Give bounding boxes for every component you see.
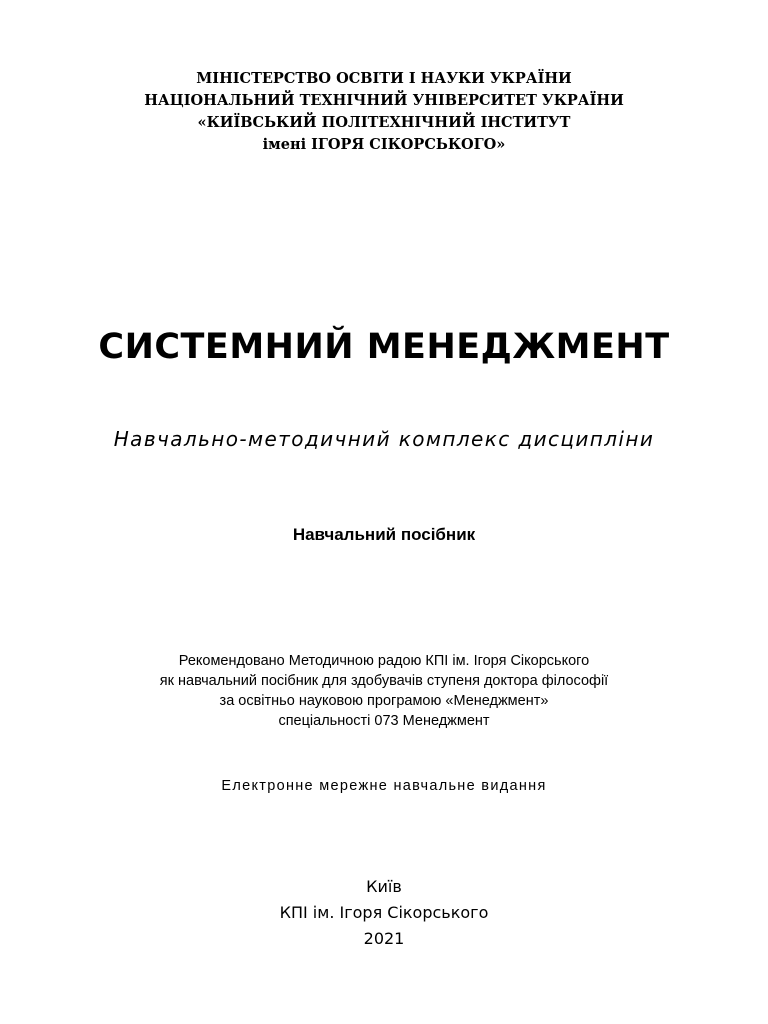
imprint-year: 2021 — [363, 929, 405, 948]
header-line-institute: «КИЇВСЬКИЙ ПОЛІТЕХНІЧНИЙ ІНСТИТУТ — [197, 114, 571, 131]
recommendation-line: як навчальний посібник для здобувачів ступеня доктора філософії — [159, 673, 609, 689]
institution-header — [0, 68, 768, 156]
header-line-ministry: МІНІСТЕРСТВО ОСВІТИ І НАУКИ УКРАЇНИ — [196, 70, 572, 87]
recommendation-line: за освітньо науковою програмою «Менеджмент» — [219, 693, 549, 709]
document-type: Навчальний посібник — [292, 525, 476, 544]
header-line-named-after: імені ІГОРЯ СІКОРСЬКОГО» — [262, 136, 506, 153]
imprint-block — [0, 874, 768, 952]
recommendation-block — [0, 651, 768, 731]
book-subtitle: Навчально-методичний комплекс дисципліни — [113, 427, 655, 451]
header-line-university: НАЦІОНАЛЬНИЙ ТЕХНІЧНИЙ УНІВЕРСИТЕТ УКРАЇНИ — [144, 92, 624, 109]
imprint-city: Київ — [366, 877, 402, 896]
recommendation-line: Рекомендовано Методичною радою КПІ ім. Ігоря Сікорського — [178, 653, 590, 669]
imprint-publisher: КПІ ім. Ігоря Сікорського — [279, 903, 489, 922]
edition-note: Електронне мережне навчальне видання — [221, 778, 547, 794]
book-title: СИСТЕМНИЙ МЕНЕДЖМЕНТ — [98, 327, 670, 367]
recommendation-line: спеціальності 073 Менеджмент — [278, 713, 490, 729]
